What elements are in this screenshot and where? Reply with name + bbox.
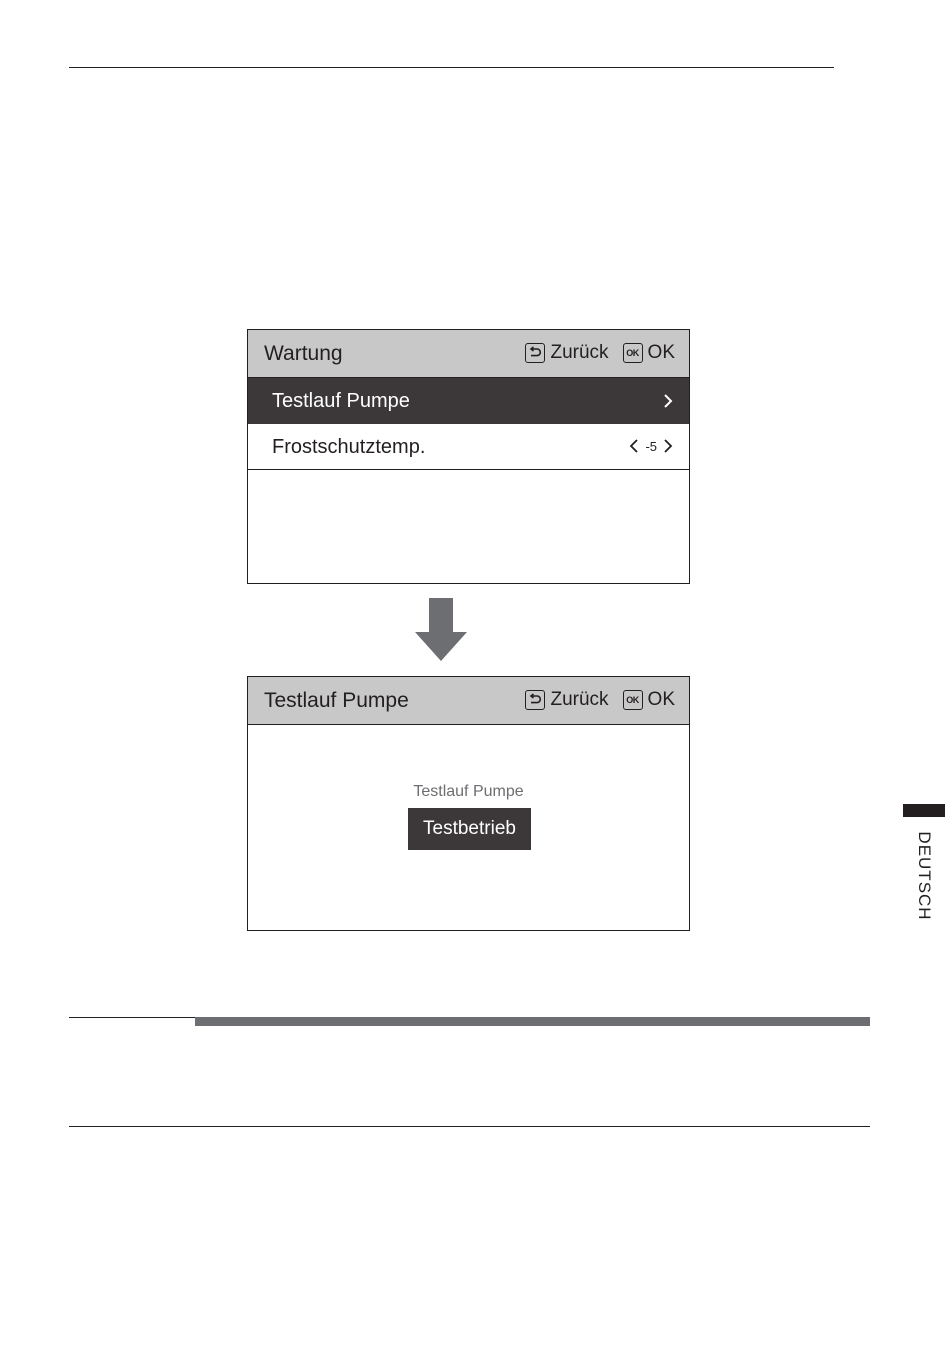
back-label: Zurück — [550, 689, 609, 710]
top-rule — [69, 67, 834, 68]
language-tab-label: DEUTSCH — [915, 831, 934, 921]
menu-item-label: Frostschutztemp. — [272, 436, 426, 458]
chevron-right-icon[interactable] — [663, 438, 673, 454]
screen-title: Testlauf Pumpe — [264, 689, 409, 712]
value-stepper[interactable] — [629, 438, 673, 454]
ok-icon: OK — [623, 690, 643, 710]
ok-icon: OK — [623, 343, 643, 363]
bottom-rule — [69, 1126, 870, 1127]
test-run-button[interactable]: Testbetrieb — [408, 808, 531, 850]
chevron-left-icon[interactable] — [629, 438, 639, 454]
ok-button[interactable] — [623, 342, 675, 364]
language-tab-marker — [903, 804, 945, 817]
menu-item-frostschutztemp[interactable] — [248, 424, 689, 470]
back-icon — [525, 343, 545, 363]
screen-header — [248, 677, 689, 725]
screen-title: Wartung — [264, 342, 343, 365]
back-button[interactable] — [525, 689, 608, 711]
screen-pump-test — [247, 676, 690, 931]
back-icon — [525, 690, 545, 710]
screen-maintenance — [247, 329, 690, 584]
back-label: Zurück — [550, 342, 609, 363]
menu-item-testlauf-pumpe[interactable] — [248, 378, 689, 424]
stepper-value: -5 — [645, 438, 657, 454]
chevron-right-icon — [663, 393, 673, 409]
back-button[interactable] — [525, 342, 608, 364]
section-rule-thin — [69, 1017, 195, 1018]
pump-test-label: Testlauf Pumpe — [413, 783, 524, 800]
screen-header — [248, 330, 689, 378]
ok-button[interactable] — [623, 689, 675, 711]
arrow-down-icon — [415, 598, 467, 662]
section-rule-thick — [195, 1017, 870, 1026]
menu-item-label: Testlauf Pumpe — [272, 390, 410, 412]
ok-label: OK — [647, 689, 675, 710]
ok-label: OK — [647, 342, 675, 363]
